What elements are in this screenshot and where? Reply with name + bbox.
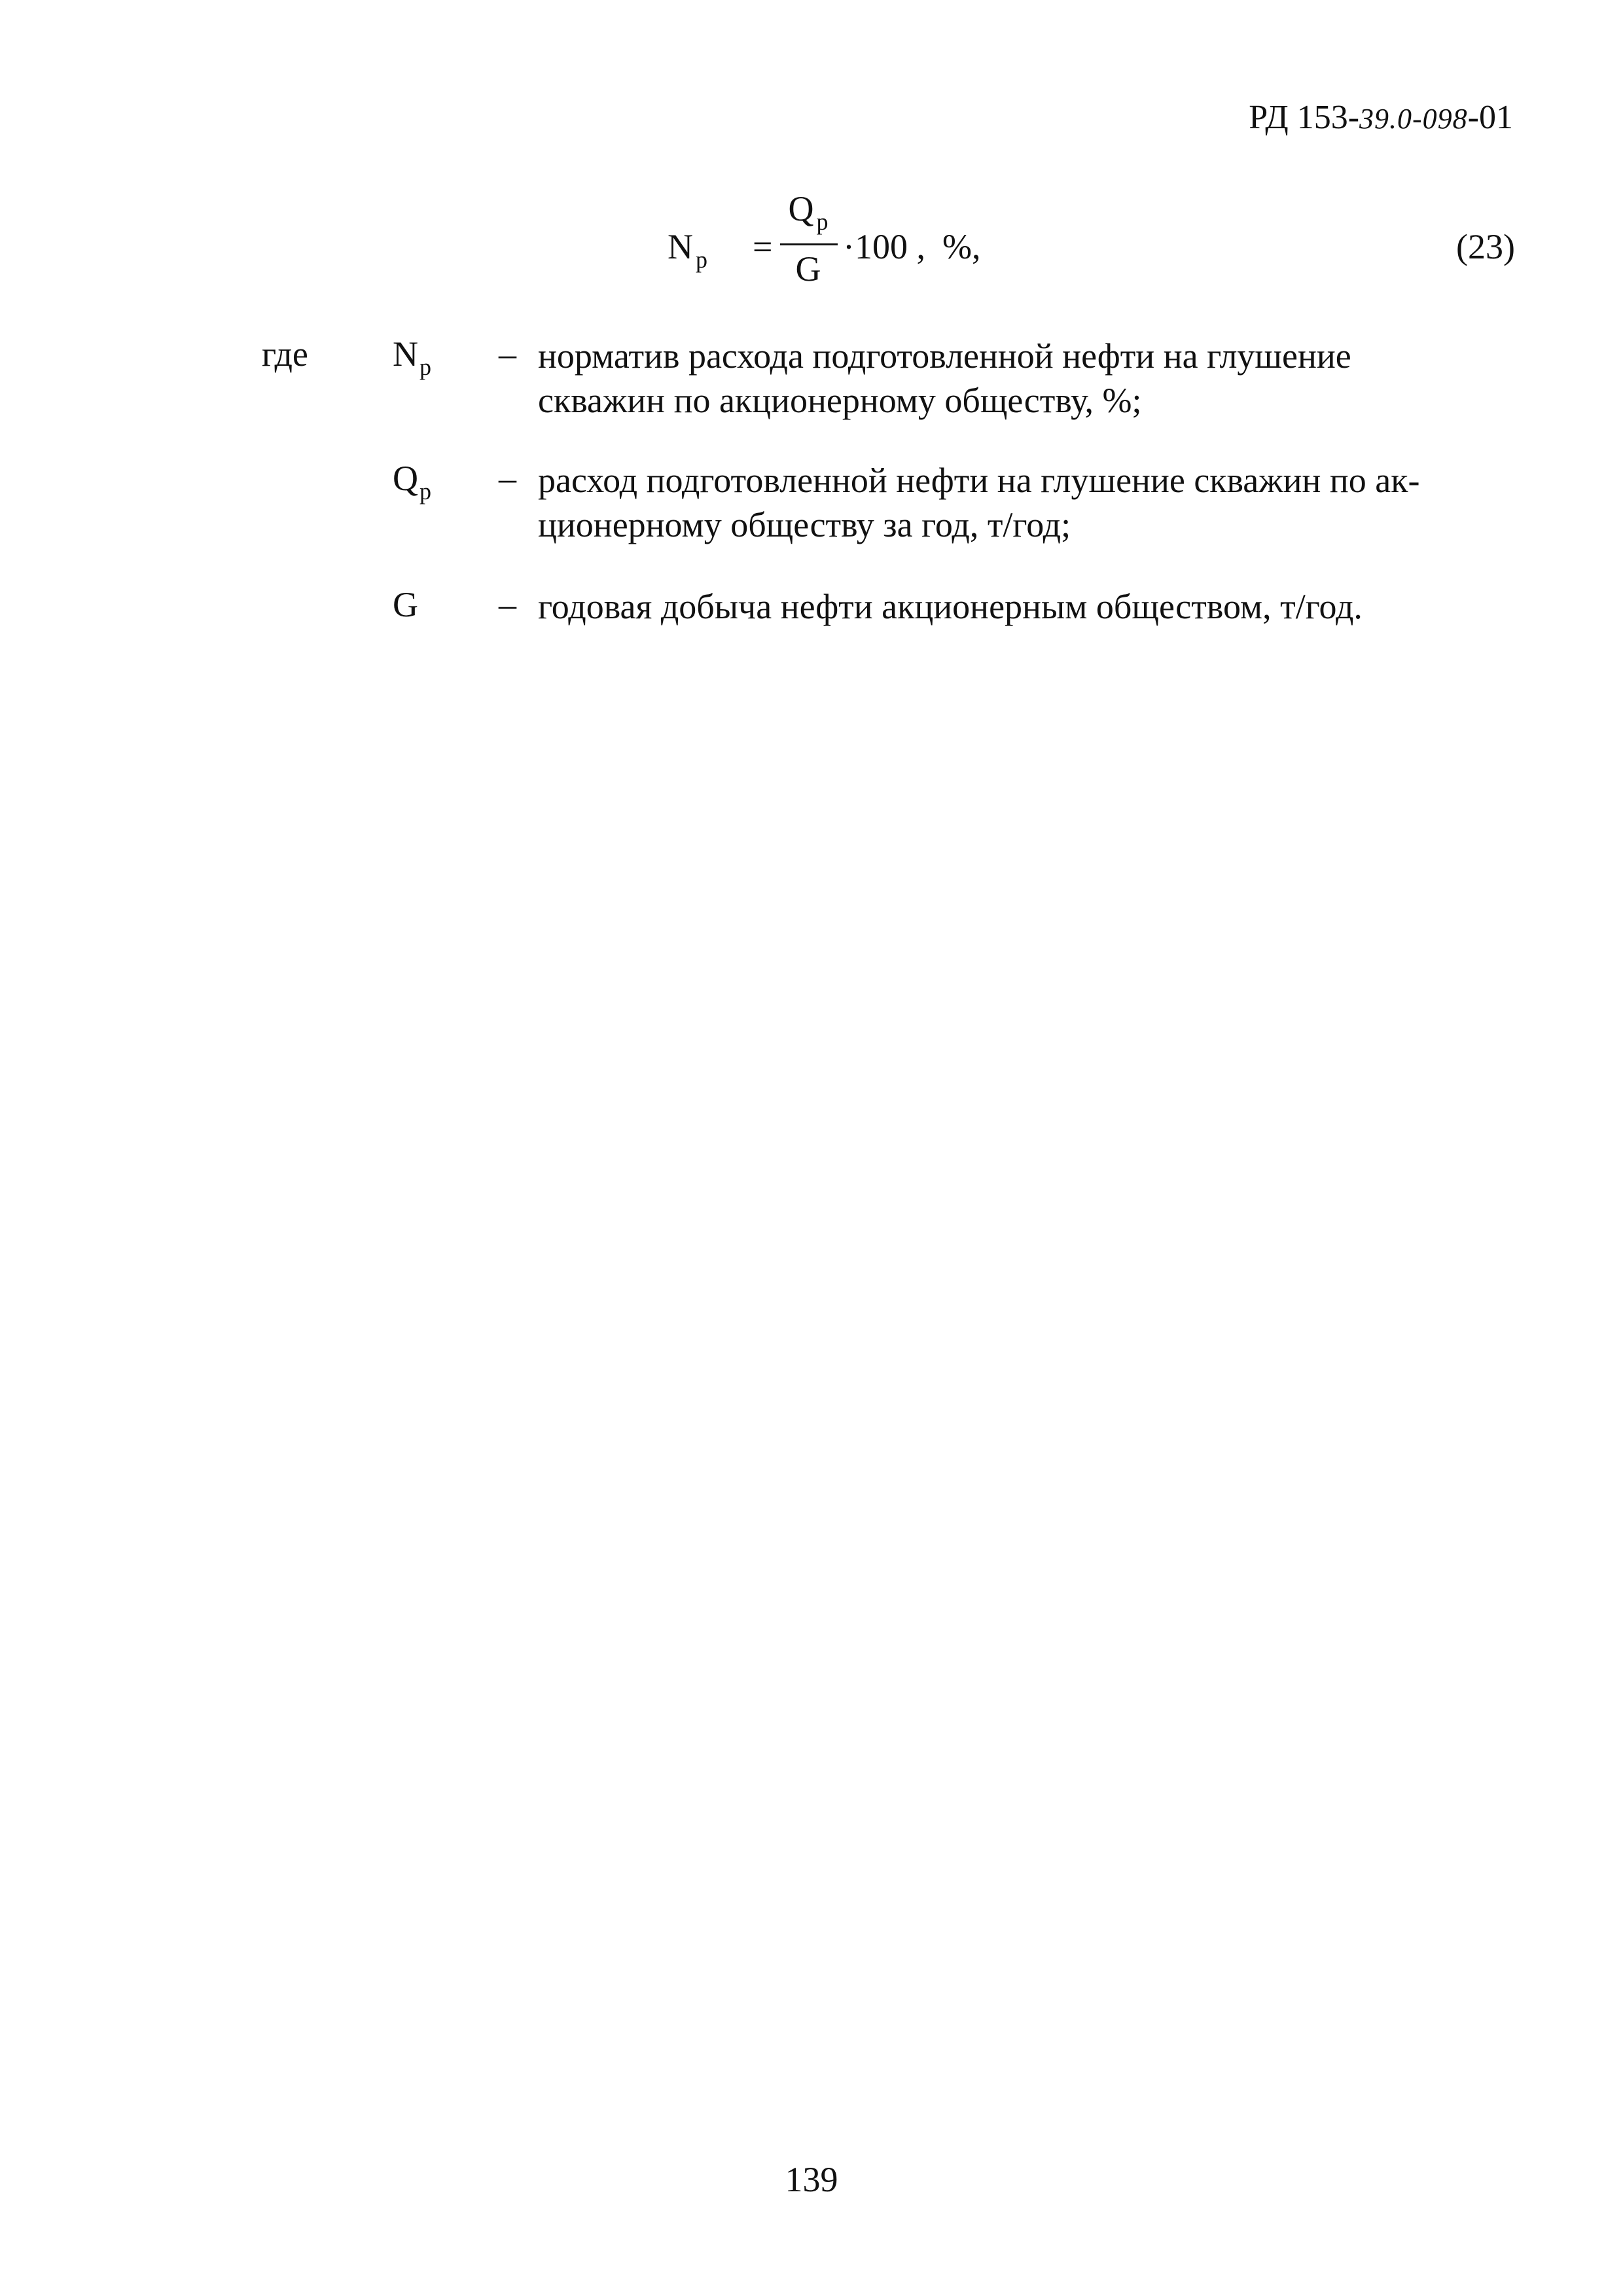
definition-symbol-letter: Q (393, 459, 418, 498)
formula-lhs-subscript: p (696, 247, 707, 273)
definition-text (538, 458, 1520, 547)
page-number: 139 (785, 2160, 838, 2199)
definition-text (538, 584, 1520, 629)
formula-unit: %, (942, 227, 981, 266)
definition-symbol-subscript: p (419, 478, 431, 504)
formula-lhs-symbol: N (668, 227, 693, 266)
definition-line: норматив расхода подготовленной нефти на глушение (538, 336, 1351, 376)
equation-number: (23) (1456, 227, 1515, 266)
definition-line: ционерному обществу за год, т/год; (538, 505, 1071, 544)
document-code-suffix: -01 (1467, 99, 1513, 136)
definition-line: годовая добыча нефти акционерным обществом, т/год. (538, 587, 1363, 626)
definition-symbol (393, 458, 431, 504)
formula-numerator (779, 188, 838, 235)
document-code-prefix: РД 153- (1249, 99, 1360, 136)
definition-symbol (393, 584, 419, 625)
definition-symbol-subscript: p (419, 354, 431, 380)
document-code-handwritten: 39.0-098 (1359, 103, 1468, 135)
definition-symbol (393, 334, 431, 380)
definition-line: скважин по акционерному обществу, %; (538, 381, 1142, 420)
formula-denominator: G (795, 249, 821, 289)
definition-text (538, 334, 1520, 423)
formula-equals: = (753, 227, 773, 266)
document-code (1249, 98, 1513, 137)
where-label: где (262, 334, 308, 374)
definition-dash: – (499, 585, 516, 624)
formula-multiplier: ·100 , (843, 227, 925, 266)
formula-numerator-symbol: Q (788, 189, 814, 228)
fraction-bar (780, 243, 838, 245)
definition-symbol-letter: N (393, 334, 418, 374)
definition-symbol-letter: G (393, 585, 418, 624)
formula-lhs (668, 226, 707, 273)
definition-line: расход подготовленной нефти на глушение скважин по ак- (538, 461, 1420, 500)
definition-dash: – (499, 334, 516, 374)
definition-dash: – (499, 459, 516, 498)
formula-numerator-subscript: p (816, 209, 829, 235)
